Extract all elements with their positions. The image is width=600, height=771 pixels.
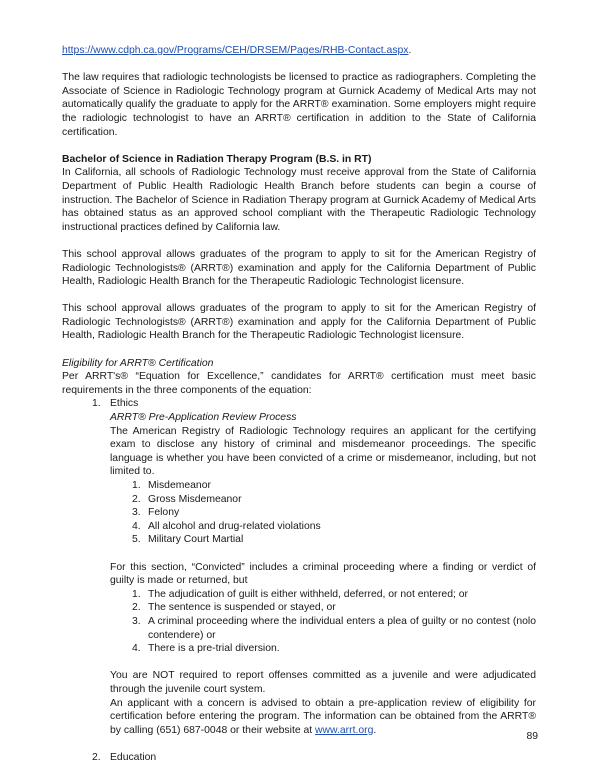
top-link-period: . [408, 45, 412, 56]
requirement-item-education [62, 751, 536, 765]
school-approval-paragraph-2: This school approval allows graduates of the program to apply to sit for the American Registry of Radiologic Technologists® (ARRT®) examination and apply for the California Department of Public Health, Radiologic Health Branch for the Therapeutic Radiologic Technologist licensure. [62, 303, 536, 342]
document-page [62, 44, 536, 764]
list-item: 1. The adjudication of guilt is either withheld, deferred, or not entered; or [132, 588, 468, 600]
arrt-website-link[interactable]: www.arrt.org [315, 724, 374, 736]
list-number: 2. [92, 751, 101, 763]
requirement-label: Ethics [110, 398, 139, 410]
list-item: 2. The sentence is suspended or stayed, or [132, 602, 336, 614]
list-item: 3. Felony [132, 507, 180, 519]
convicted-paragraph: For this section, “Convicted” includes a criminal proceeding where a finding or verdict of guilty is made or returned, but [110, 561, 536, 587]
list-item: 2. Gross Misdemeanor [132, 493, 242, 505]
list-item: 5. Military Court Martial [132, 534, 244, 546]
approval-paragraph: In California, all schools of Radiologic Technology must receive approval from the State of California Department of Public Health Radiologic Health Branch before students can begin a course of instruction. The Bachelor of Science in Radiation Therapy program at Gurnick Academy of Medical Arts has obtained status as an approved school compliant with the Therapeutic Radiologic Technology instructional practices defined by California law. [62, 167, 536, 233]
advice-paragraph: An applicant with a concern is advised to obtain a pre-application review of eligibility for certification before entering the program. The information can be obtained from the ARRT® by calling (651) 687-0048 or their website at www.arrt.org. [110, 697, 536, 736]
juvenile-paragraph: You are NOT required to report offenses committed as a juvenile and were adjudicated through the juvenile court system. [110, 670, 536, 695]
eligibility-intro: Per ARRT's® “Equation for Excellence,” candidates for ARRT® certification must meet basic requirements in the three components of the equation: [62, 371, 536, 396]
section-heading: Bachelor of Science in Radiation Therapy Program (B.S. in RT) [62, 153, 372, 165]
exception-list [110, 588, 536, 656]
requirement-item-ethics [62, 397, 536, 750]
list-number: 1. [92, 398, 101, 410]
requirements-list [62, 397, 536, 764]
requirement-label: Education [110, 751, 157, 763]
pre-application-subheading: ARRT® Pre-Application Review Process [110, 412, 297, 424]
page-number: 89 [526, 731, 538, 742]
ethics-paragraph: The American Registry of Radiologic Technology requires an applicant for the certifying exam to disclose any history of criminal and misdemeanor proceedings. The specific language is whether you have been convicted of a crime or misdemeanor, including, but not limited to. [110, 425, 536, 478]
offense-list [110, 479, 536, 547]
school-approval-paragraph-1: This school approval allows graduates of the program to apply to sit for the American Registry of Radiologic Technologists® (ARRT®) examination and apply for the California Department of Public Health, Radiologic Health Branch for the Therapeutic Radiologic Technologist licensure. [62, 248, 536, 288]
cdph-contact-link[interactable]: https://www.cdph.ca.gov/Programs/CEH/DRSEM/Pages/RHB-Contact.aspx [62, 45, 409, 56]
list-item: 4. All alcohol and drug-related violations [132, 520, 321, 532]
eligibility-heading: Eligibility for ARRT® Certification [62, 357, 214, 369]
top-link-line [62, 44, 536, 58]
list-item: 1. Misdemeanor [132, 480, 211, 491]
list-item: 3. A criminal proceeding where the individual enters a plea of guilty or no contest (nolo contendere) or [132, 615, 536, 641]
law-paragraph: The law requires that radiologic technologists be licensed to practice as radiographers. Completing the Associate of Science in Radiologic Technology program at Gurnick Academy of Medical Arts may not automatically qualify the graduate to apply for the ARRT® examination. Some employers might require the radiologic technologist to have an ARRT® certification in addition to the State of California certification. [62, 72, 536, 138]
list-item: 4. There is a pre-trial diversion. [132, 643, 280, 655]
